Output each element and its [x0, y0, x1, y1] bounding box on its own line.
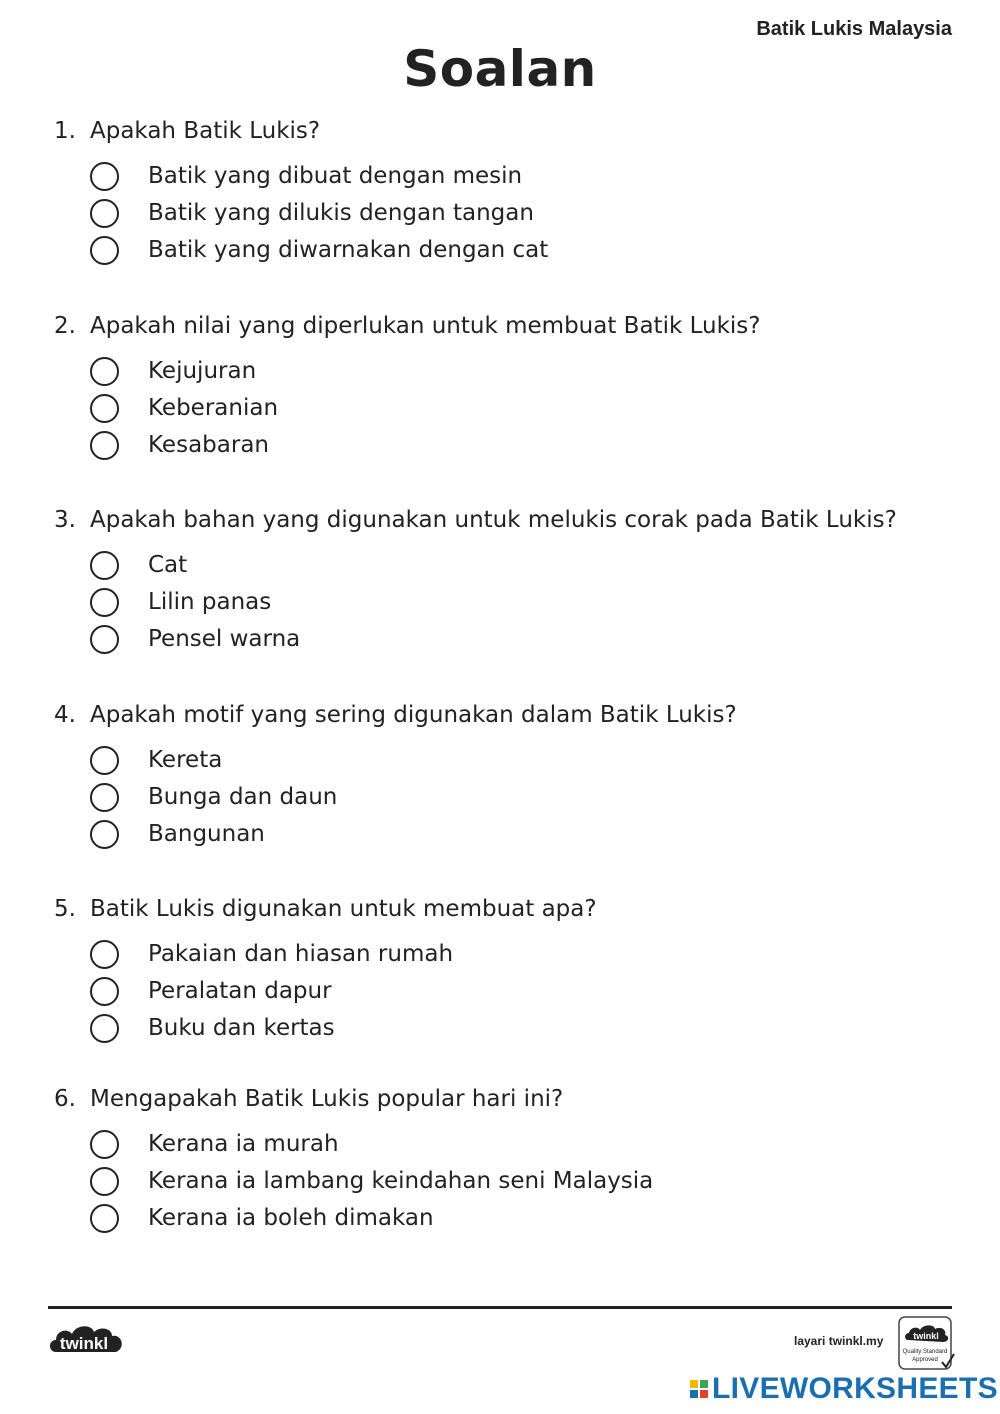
answer-option[interactable] [90, 547, 954, 584]
question-2 [54, 309, 954, 464]
radio-button[interactable] [90, 977, 119, 1006]
answer-option[interactable] [90, 427, 954, 464]
liveworksheets-text: LIVEWORKSHEETS [712, 1372, 998, 1405]
liveworksheets-icon [690, 1380, 708, 1398]
radio-button[interactable] [90, 431, 119, 460]
icon-square [700, 1380, 708, 1388]
answer-option[interactable] [90, 1163, 954, 1200]
question-number: 2. [54, 313, 76, 339]
option-label: Bangunan [148, 821, 265, 847]
icon-square [690, 1380, 698, 1388]
option-label: Keberanian [148, 395, 279, 421]
option-label: Kerana ia murah [148, 1131, 339, 1157]
question-4 [54, 698, 954, 853]
option-label: Pakaian dan hiasan rumah [148, 941, 454, 967]
option-label: Peralatan dapur [148, 978, 332, 1004]
question-text: Apakah nilai yang diperlukan untuk membuat Batik Lukis? [90, 313, 761, 339]
page-title: Soalan [403, 40, 597, 98]
radio-button[interactable] [90, 940, 119, 969]
icon-square [690, 1390, 698, 1398]
option-label: Lilin panas [148, 589, 272, 615]
radio-button[interactable] [90, 1204, 119, 1233]
question-number: 5. [54, 896, 76, 922]
question-number: 1. [54, 118, 76, 144]
answer-option[interactable] [90, 1200, 954, 1237]
question-text: Batik Lukis digunakan untuk membuat apa? [90, 896, 597, 922]
radio-button[interactable] [90, 1130, 119, 1159]
question-text: Apakah bahan yang digunakan untuk melukis corak pada Batik Lukis? [90, 507, 897, 533]
question-3 [54, 503, 954, 658]
radio-button[interactable] [90, 588, 119, 617]
answer-option[interactable] [90, 353, 954, 390]
option-label: Kesabaran [148, 432, 269, 458]
option-label: Bunga dan daun [148, 784, 338, 810]
quality-badge [898, 1316, 956, 1372]
question-text: Mengapakah Batik Lukis popular hari ini? [90, 1086, 564, 1112]
header-title: Batik Lukis Malaysia [756, 18, 952, 40]
radio-button[interactable] [90, 394, 119, 423]
icon-square [700, 1390, 708, 1398]
answer-option[interactable] [90, 195, 954, 232]
radio-button[interactable] [90, 1167, 119, 1196]
question-number: 3. [54, 507, 76, 533]
radio-button[interactable] [90, 551, 119, 580]
badge-line-1: Quality Standard [902, 1349, 948, 1355]
option-label: Kejujuran [148, 358, 257, 384]
question-5 [54, 892, 954, 1047]
option-label: Kereta [148, 747, 223, 773]
radio-button[interactable] [90, 199, 119, 228]
answer-option[interactable] [90, 621, 954, 658]
option-label: Batik yang dilukis dengan tangan [148, 200, 534, 226]
twinkl-logo-text: twinkl [59, 1334, 109, 1353]
radio-button[interactable] [90, 236, 119, 265]
question-1 [54, 114, 954, 269]
question-text: Apakah Batik Lukis? [90, 118, 321, 144]
footer-link[interactable]: layari twinkl.my [794, 1334, 884, 1348]
answer-option[interactable] [90, 158, 954, 195]
badge-logo-text: twinkl [913, 1331, 939, 1341]
option-label: Buku dan kertas [148, 1015, 335, 1041]
answer-option[interactable] [90, 936, 954, 973]
answer-option[interactable] [90, 1126, 954, 1163]
liveworksheets-brand[interactable] [690, 1372, 998, 1406]
radio-button[interactable] [90, 820, 119, 849]
radio-button[interactable] [90, 162, 119, 191]
radio-button[interactable] [90, 746, 119, 775]
option-label: Pensel warna [148, 626, 301, 652]
question-6 [54, 1082, 954, 1237]
answer-option[interactable] [90, 584, 954, 621]
radio-button[interactable] [90, 783, 119, 812]
radio-button[interactable] [90, 625, 119, 654]
question-text: Apakah motif yang sering digunakan dalam Batik Lukis? [90, 702, 737, 728]
answer-option[interactable] [90, 742, 954, 779]
answer-option[interactable] [90, 973, 954, 1010]
option-label: Kerana ia boleh dimakan [148, 1205, 434, 1231]
answer-option[interactable] [90, 779, 954, 816]
question-number: 6. [54, 1086, 76, 1112]
twinkl-logo [46, 1318, 128, 1362]
option-label: Cat [148, 552, 188, 578]
answer-option[interactable] [90, 816, 954, 853]
option-label: Kerana ia lambang keindahan seni Malaysia [148, 1168, 654, 1194]
answer-option[interactable] [90, 390, 954, 427]
radio-button[interactable] [90, 1014, 119, 1043]
question-number: 4. [54, 702, 76, 728]
answer-option[interactable] [90, 1010, 954, 1047]
radio-button[interactable] [90, 357, 119, 386]
option-label: Batik yang dibuat dengan mesin [148, 163, 523, 189]
footer-divider [48, 1306, 952, 1309]
badge-line-2: Approved [912, 1357, 938, 1363]
option-label: Batik yang diwarnakan dengan cat [148, 237, 549, 263]
answer-option[interactable] [90, 232, 954, 269]
